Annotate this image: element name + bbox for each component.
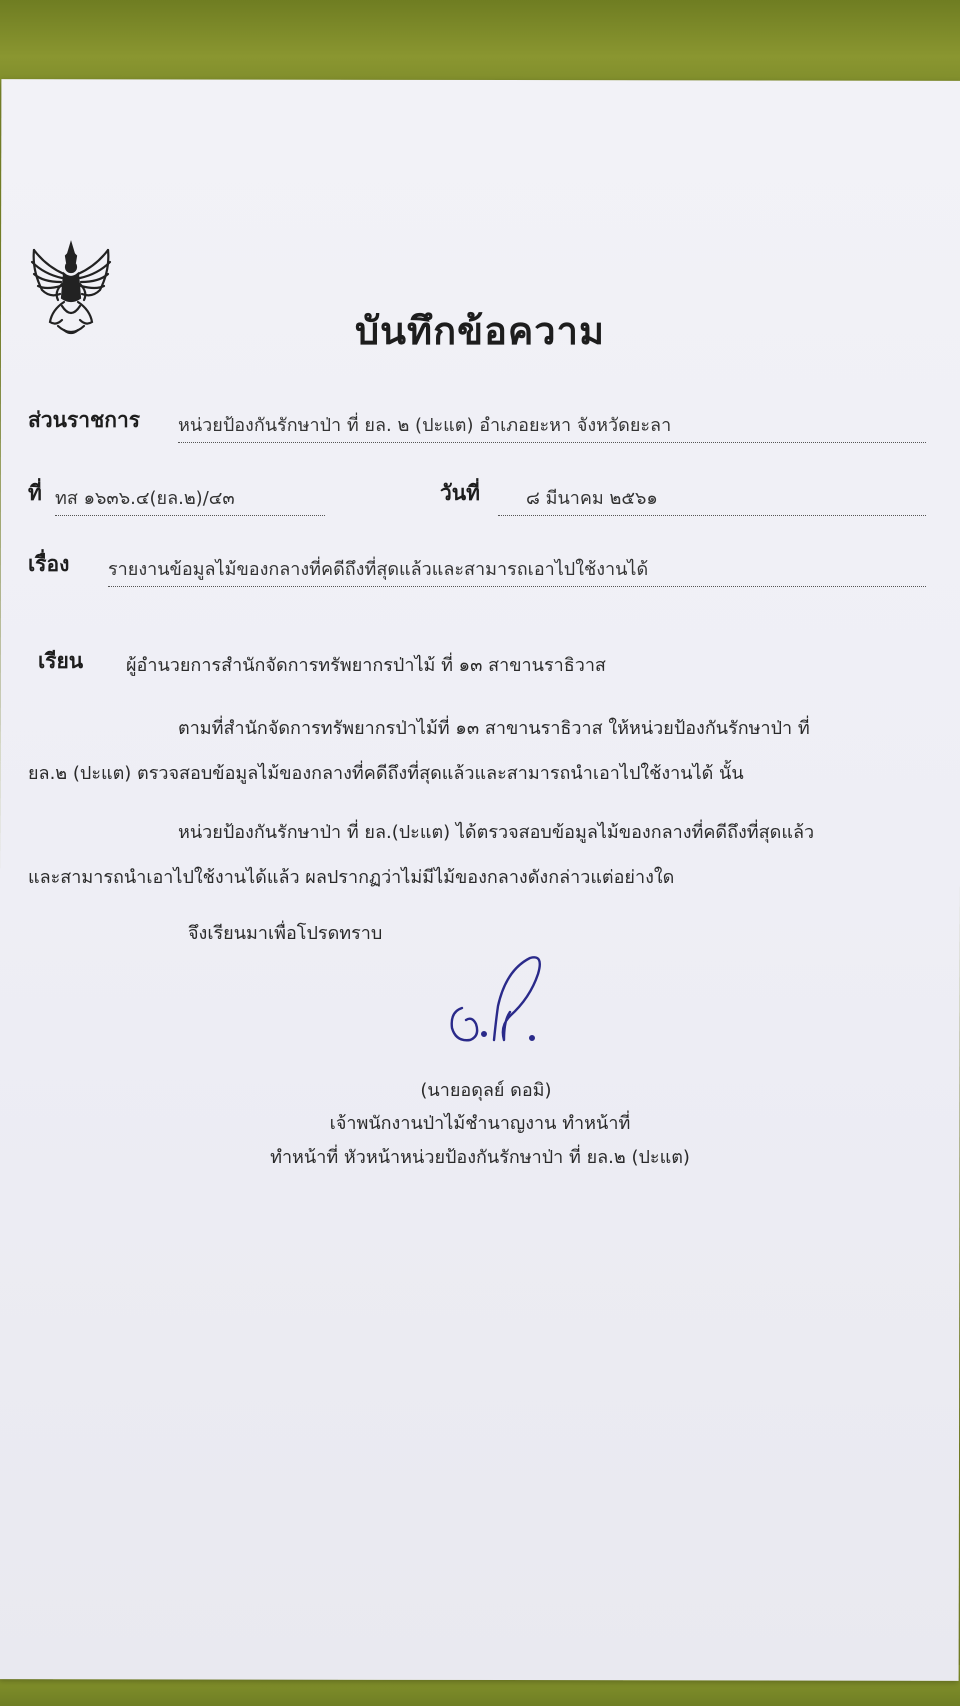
paragraph-1-line-1: ตามที่สำนักจัดการทรัพยากรป่าไม้ที่ ๑๓ สาขานราธิวาส ให้หน่วยป้องกันรักษาป่า ที่ xyxy=(178,718,810,739)
page-title: บันทึกข้อความ xyxy=(354,309,606,353)
agency-label: ส่วนราชการ xyxy=(28,408,141,432)
signer-position-2: ทำหน้าที่ หัวหน้าหน่วยป้องกันรักษาป่า ที่ ยล.๒ (ปะแต) xyxy=(270,1147,690,1168)
signer-position-1: เจ้าพนักงานป่าไม้ชำนาญงาน ทำหน้าที่ xyxy=(329,1113,631,1134)
paragraph-2-line-2: และสามารถนำเอาไปใช้งานได้แล้ว ผลปรากฏว่าไม่มีไม้ของกลางดังกล่าวแต่อย่างใด xyxy=(28,867,675,888)
closing-line: จึงเรียนมาเพื่อโปรดทราบ xyxy=(188,923,383,944)
date-label: วันที่ xyxy=(440,481,480,505)
recipient-label: เรียน xyxy=(38,649,84,673)
paragraph-2-line-1: หน่วยป้องกันรักษาป่า ที่ ยล.(ปะแต) ได้ตรวจสอบข้อมูลไม้ของกลางที่คดีถึงที่สุดแล้ว xyxy=(178,822,815,843)
paragraph-1-line-2: ยล.๒ (ปะแต) ตรวจสอบข้อมูลไม้ของกลางที่คดีถึงที่สุดแล้วและสามารถนำเอาไปใช้งานได้ นั้น xyxy=(28,763,744,784)
subject-label: เรื่อง xyxy=(28,552,70,576)
date-value: ๘ มีนาคม ๒๕๖๑ xyxy=(498,483,926,516)
agency-value: หน่วยป้องกันรักษาป่า ที่ ยล. ๒ (ปะแต) อำเภอยะหา จังหวัดยะลา xyxy=(178,410,926,443)
subject-value: รายงานข้อมูลไม้ของกลางที่คดีถึงที่สุดแล้วและสามารถเอาไปใช้งานได้ xyxy=(108,554,926,587)
reference-value: ทส ๑๖๓๖.๔(ยล.๒)/๔๓ xyxy=(55,483,325,516)
reference-label: ที่ xyxy=(28,481,42,505)
signer-name: (นายอดุลย์ ดอมิ) xyxy=(420,1080,552,1101)
handwritten-signature xyxy=(440,950,560,1060)
recipient-value: ผู้อำนวยการสำนักจัดการทรัพยากรป่าไม้ ที่ ๑๓ สาขานราธิวาส xyxy=(126,655,606,676)
